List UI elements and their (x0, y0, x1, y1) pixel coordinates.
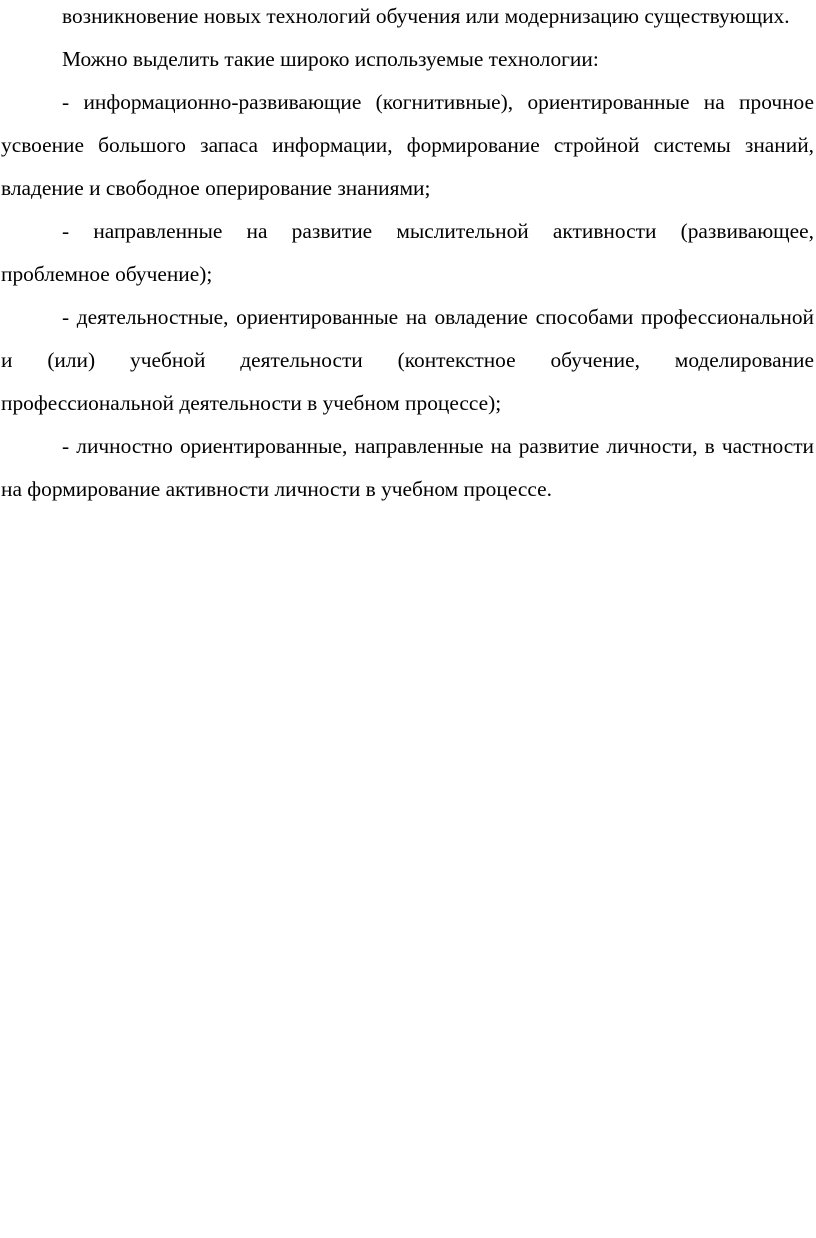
list-item-activity-based: - деятельностные, ориентированные на овладение способами профессиональной и (или) учебной деятельности (контекстное обучение, моделирование профессиональной деятельности в учебном процессе); (1, 305, 814, 415)
document-body (1, 0, 814, 511)
paragraph-continuation: возникновение новых технологий обучения или модернизацию существующих. (62, 4, 790, 28)
paragraph-intro: Можно выделить такие широко используемые технологии: (62, 47, 599, 71)
list-item-cognitive: - информационно-развивающие (когнитивные), ориентированные на прочное усвоение большого запаса информации, формирование стройной системы знаний, владение и свободное оперирование знаниями; (1, 90, 814, 200)
list-item-personality-oriented: - личностно ориентированные, направленные на развитие личности, в частности на формирование активности личности в учебном процессе. (1, 434, 814, 501)
list-item-thinking-activity: - направленные на развитие мыслительной активности (развивающее, проблемное обучение); (1, 219, 814, 286)
